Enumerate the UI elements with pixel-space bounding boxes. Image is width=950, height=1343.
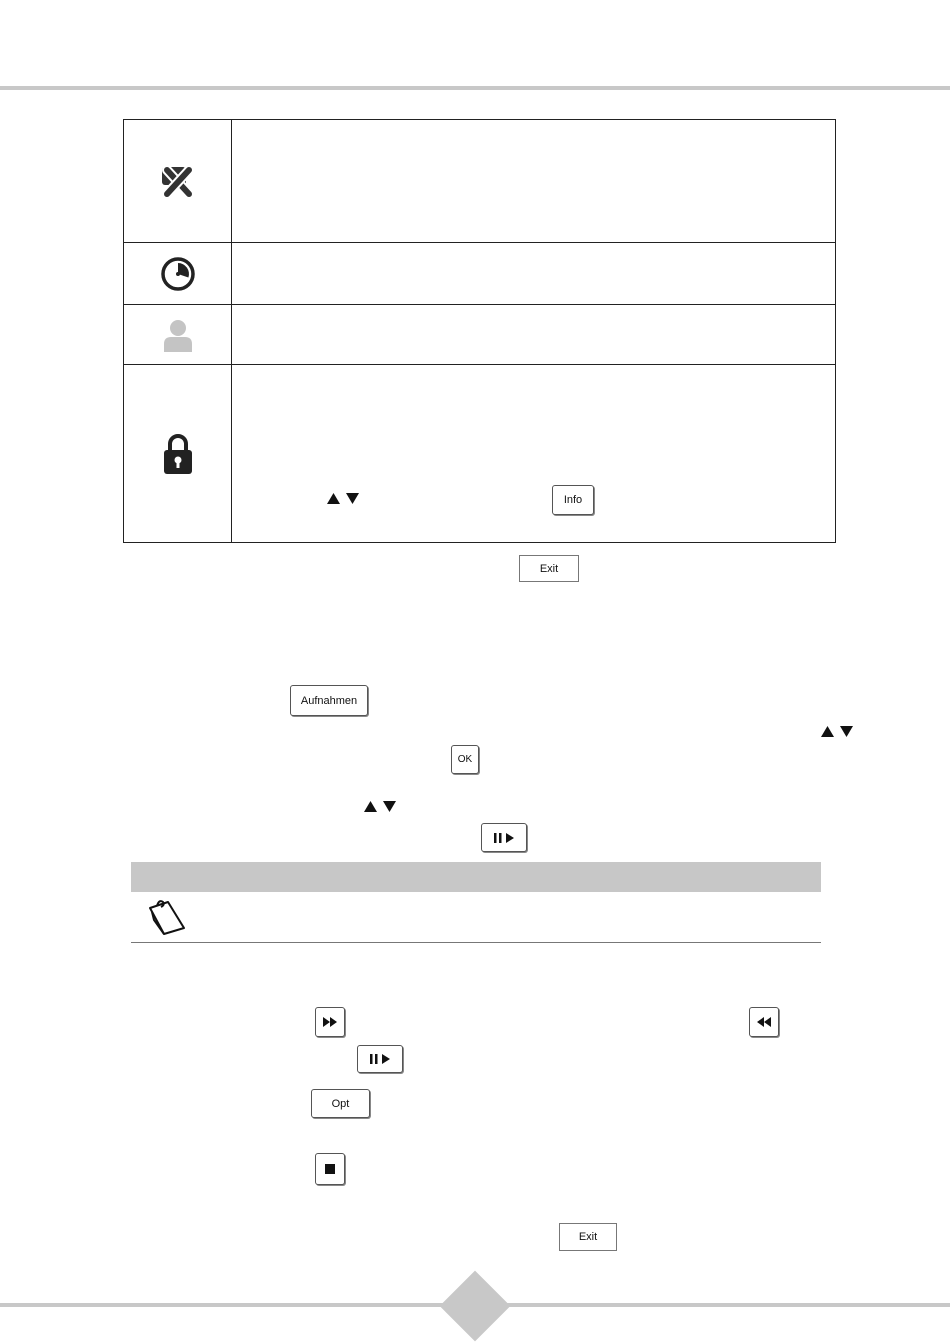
play-pause-icon xyxy=(492,832,516,844)
rewind-key xyxy=(749,1007,779,1037)
note-header-bar xyxy=(131,862,821,892)
icon-cell xyxy=(124,365,232,542)
top-rule xyxy=(0,86,950,90)
page-marker-diamond xyxy=(440,1271,511,1342)
icon-cell xyxy=(124,120,232,242)
person-icon xyxy=(162,318,194,352)
info-key: Info xyxy=(552,485,594,515)
play-pause-icon xyxy=(368,1053,392,1065)
rewind-icon xyxy=(757,1017,771,1027)
play-pause-key xyxy=(481,823,527,852)
fast-forward-key xyxy=(315,1007,345,1037)
crossed-pencil-icon xyxy=(158,161,198,201)
table-row xyxy=(124,120,835,243)
exit-key: Exit xyxy=(519,555,579,582)
stop-icon xyxy=(325,1164,335,1174)
up-arrow-icon xyxy=(821,726,834,737)
aufnahmen-key: Aufnahmen xyxy=(290,685,368,716)
up-arrow-icon xyxy=(327,493,340,504)
icon-legend-table xyxy=(123,119,836,543)
up-down-arrows xyxy=(327,493,359,504)
description-cell xyxy=(232,243,835,304)
notepad-icon xyxy=(146,898,188,936)
table-row xyxy=(124,305,835,365)
exit-key: Exit xyxy=(559,1223,617,1251)
note-divider xyxy=(131,942,821,943)
up-arrow-icon xyxy=(364,801,377,812)
fast-forward-icon xyxy=(323,1017,337,1027)
ok-key: OK xyxy=(451,745,479,774)
play-pause-key xyxy=(357,1045,403,1073)
icon-cell xyxy=(124,305,232,364)
icon-cell xyxy=(124,243,232,304)
description-cell xyxy=(232,365,835,542)
table-row xyxy=(124,243,835,305)
clock-icon xyxy=(160,256,196,292)
description-cell xyxy=(232,120,835,242)
table-row xyxy=(124,365,835,542)
stop-key xyxy=(315,1153,345,1185)
down-arrow-icon xyxy=(383,801,396,812)
down-arrow-icon xyxy=(840,726,853,737)
down-arrow-icon xyxy=(346,493,359,504)
padlock-icon xyxy=(162,433,194,475)
up-down-arrows xyxy=(364,801,396,812)
description-cell xyxy=(232,305,835,364)
opt-key: Opt xyxy=(311,1089,370,1118)
up-down-arrows xyxy=(821,726,853,737)
